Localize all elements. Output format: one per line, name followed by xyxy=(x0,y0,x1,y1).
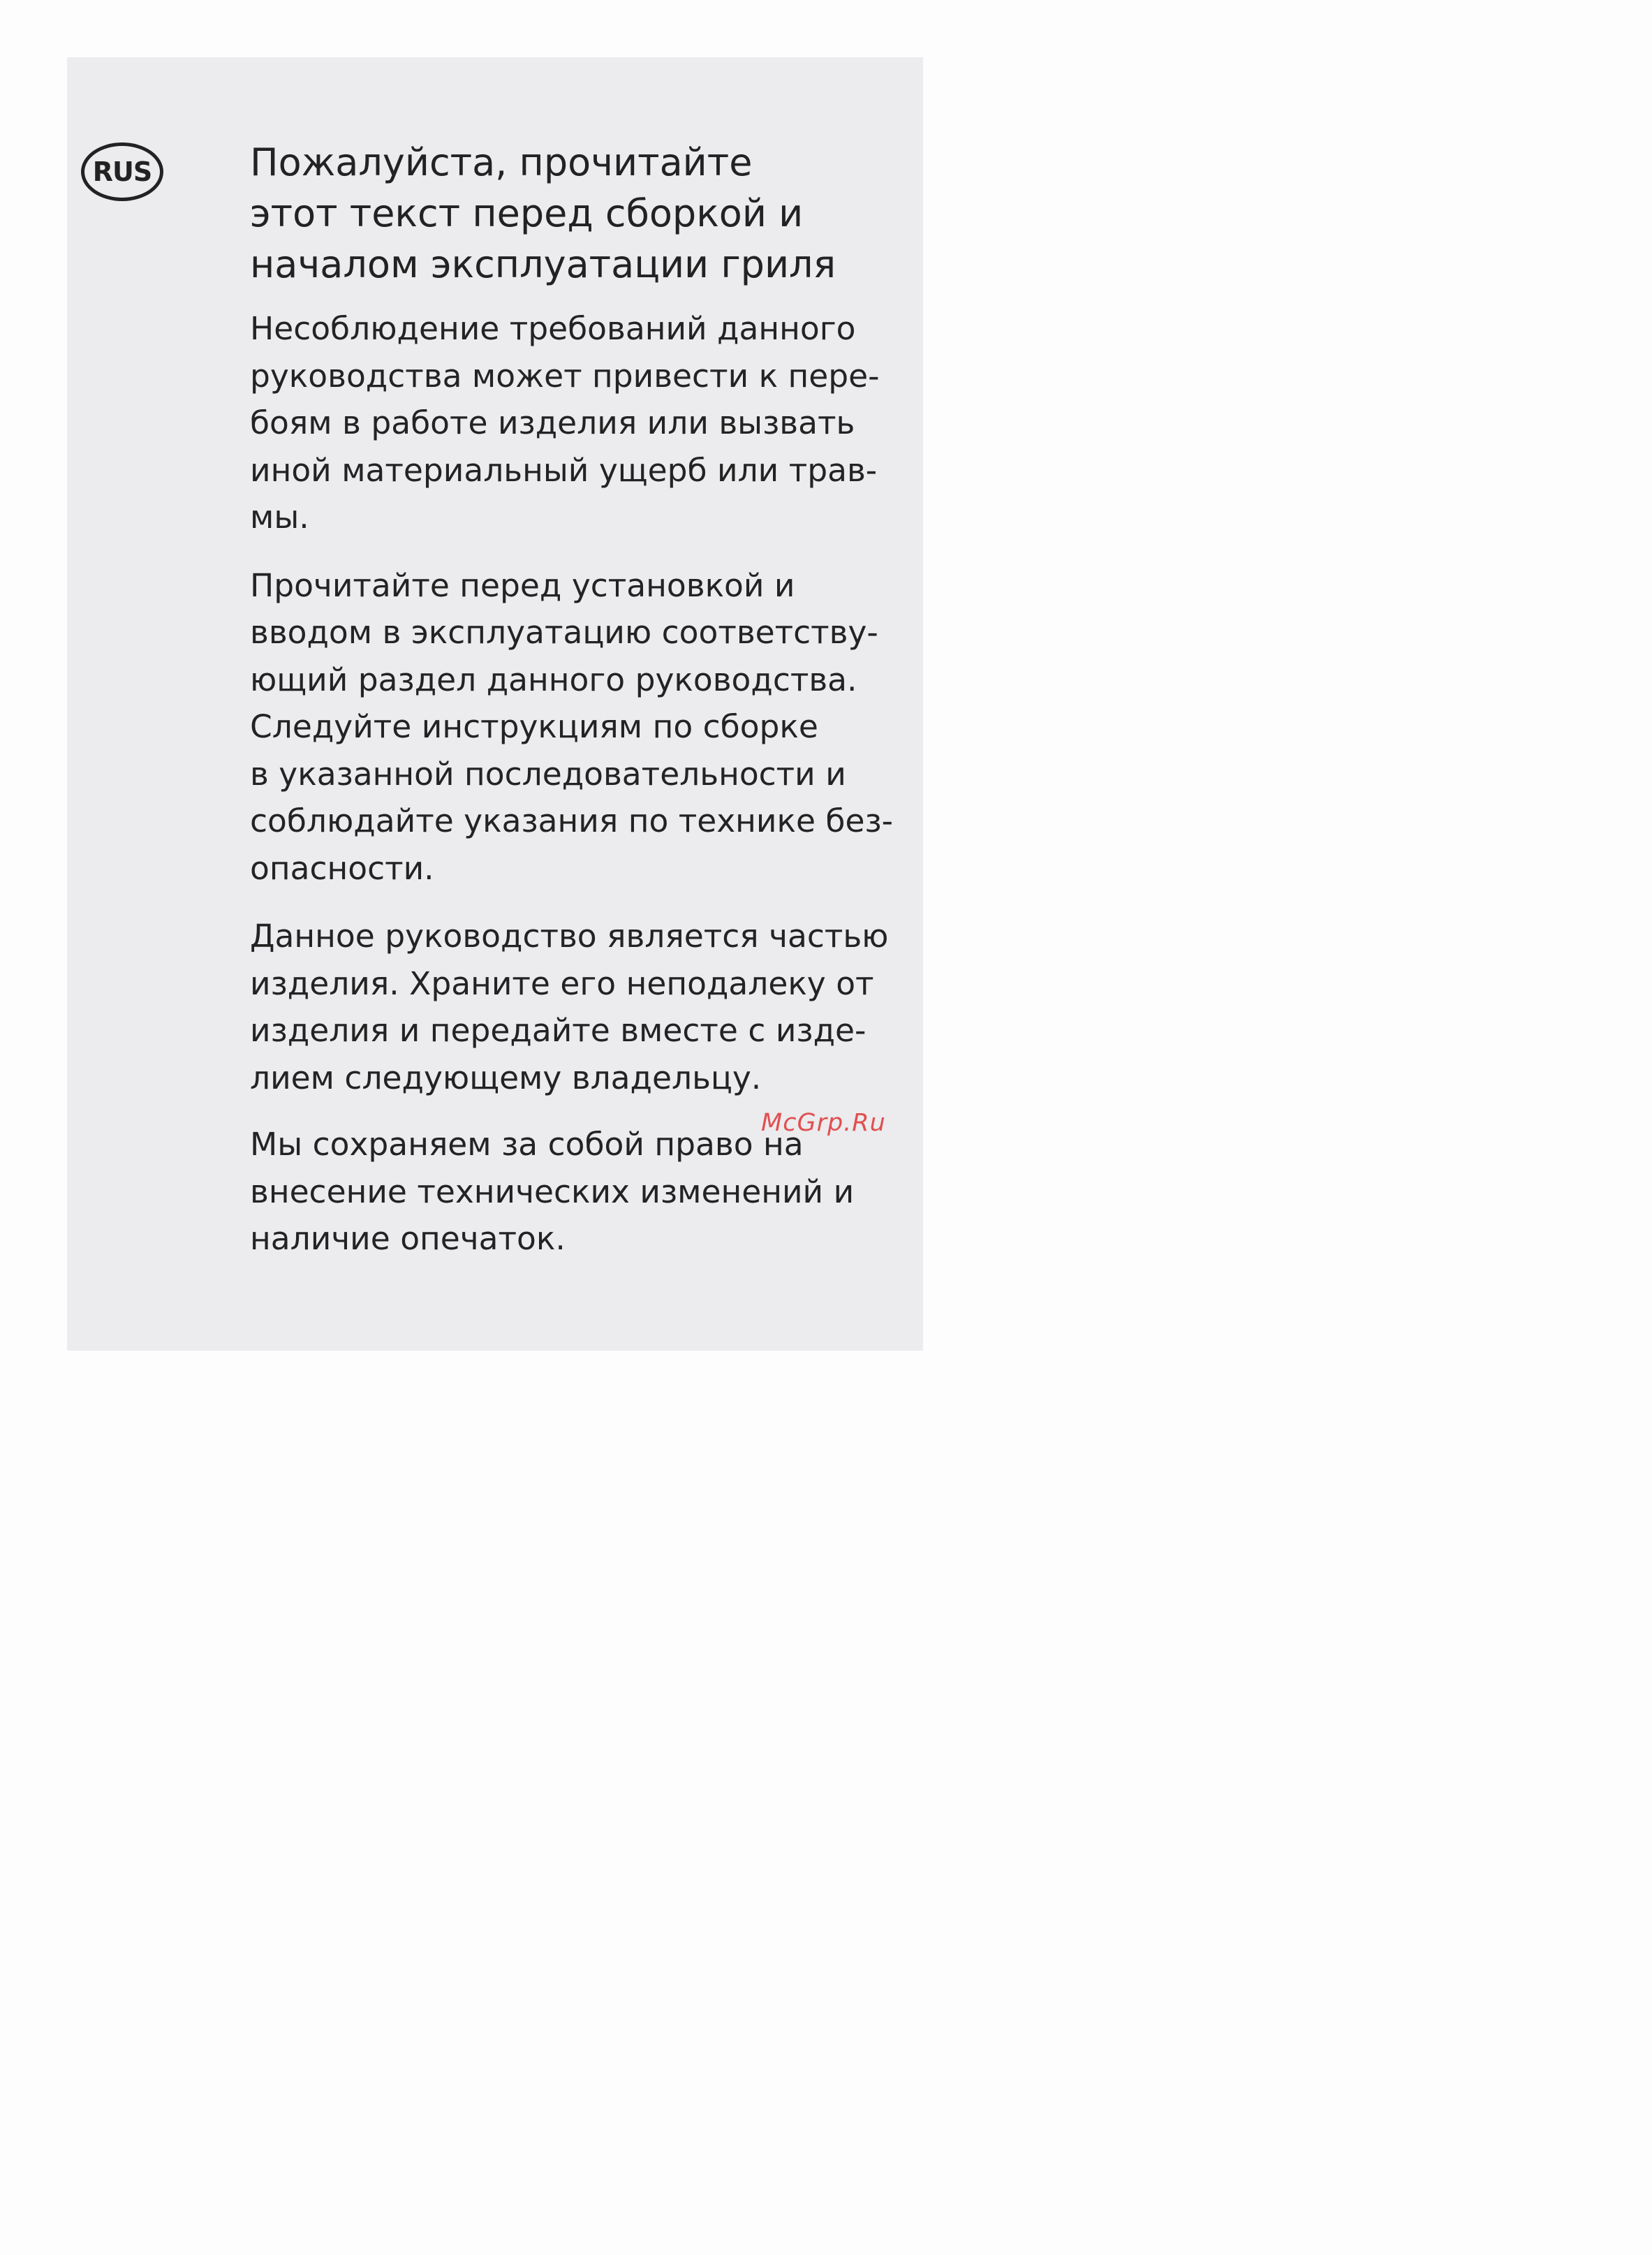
paragraph-instructions xyxy=(250,562,892,893)
text-line: иной материальный ущерб или трав- xyxy=(250,451,878,489)
paragraph-rights xyxy=(250,1121,892,1263)
text-line: ющий раздел данного руководства. xyxy=(250,661,857,698)
language-badge-label: RUS xyxy=(92,156,152,187)
text-line: изделия и передайте вместе с изде- xyxy=(250,1012,866,1049)
paragraph-keep-manual xyxy=(250,913,892,1101)
text-line: мы. xyxy=(250,499,309,536)
text-line: Несоблюдение требований данного xyxy=(250,310,856,347)
title-line: Пожалуйста, прочитайте xyxy=(250,140,753,184)
text-line: внесение технических изменений и xyxy=(250,1173,855,1210)
text-line: боям в работе изделия или вызвать xyxy=(250,404,855,441)
text-line: Данное руководство является частью xyxy=(250,918,889,955)
text-line: Мы сохраняем за собой право на xyxy=(250,1126,804,1163)
text-line: опасности. xyxy=(250,849,434,887)
text-line: вводом в эксплуатацию соответству- xyxy=(250,614,878,651)
title-line: этот текст перед сборкой и xyxy=(250,191,804,235)
paragraph-warning xyxy=(250,305,892,541)
text-line: лием следующему владельцу. xyxy=(250,1059,762,1096)
title-line: началом эксплуатации гриля xyxy=(250,242,836,286)
language-badge xyxy=(81,142,163,201)
text-line: соблюдайте указания по технике без- xyxy=(250,802,894,839)
watermark: McGrp.Ru xyxy=(761,1109,886,1137)
page-title xyxy=(250,137,892,290)
text-line: в указанной последовательности и xyxy=(250,755,846,793)
text-line: Прочитайте перед установкой и xyxy=(250,566,795,604)
text-line: изделия. Храните его неподалеку от xyxy=(250,964,874,1002)
text-line: руководства может привести к пере- xyxy=(250,357,880,395)
instructions-content xyxy=(250,137,892,1263)
text-line: наличие опечаток. xyxy=(250,1220,566,1257)
text-line: Следуйте инструкциям по сборке xyxy=(250,708,818,745)
